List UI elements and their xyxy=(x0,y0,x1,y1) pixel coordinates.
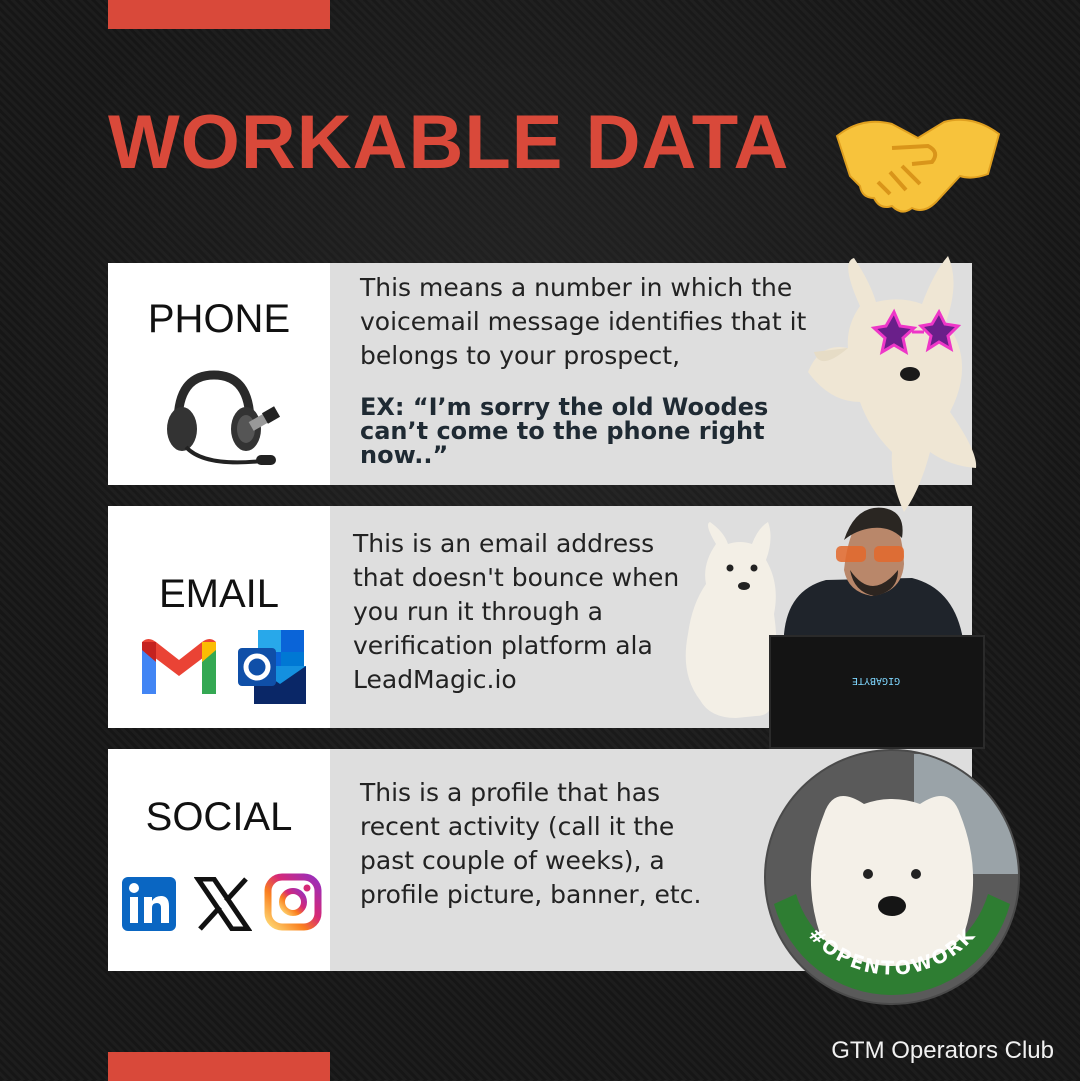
email-label: EMAIL xyxy=(158,572,280,616)
phone-label: PHONE xyxy=(147,297,291,341)
dog-and-man-with-laptop-image xyxy=(676,504,988,750)
instagram-icon xyxy=(264,873,322,931)
linkedin-icon xyxy=(122,875,182,933)
opentowork-avatar-image xyxy=(764,744,1022,1014)
bottom-accent-bar xyxy=(108,1052,330,1081)
top-accent-bar xyxy=(108,0,330,29)
outlook-icon xyxy=(236,626,308,708)
opentowork-badge-text: #OPENTOWORK xyxy=(803,923,981,980)
social-label: SOCIAL xyxy=(145,795,293,839)
dog-with-star-sunglasses-image xyxy=(800,252,986,514)
social-description: This is a profile that has recent activity (call it the past couple of weeks), a profile picture, banner, etc. xyxy=(360,778,702,909)
phone-label-panel xyxy=(108,263,330,485)
email-description: This is an email address that doesn't bounce when you run it through a verification platform ala LeadMagic.io xyxy=(353,529,680,694)
usb-plug-icon xyxy=(248,403,284,433)
handshake-icon xyxy=(832,108,1004,220)
phone-example: EX: “I’m sorry the old Woodes can’t come to the phone right now..” xyxy=(360,393,769,469)
gmail-icon xyxy=(138,636,220,698)
laptop-brand-label: GIGABYTE xyxy=(851,675,901,686)
footer-brand: GTM Operators Club xyxy=(831,1037,1054,1064)
page-title: WORKABLE DATA xyxy=(108,100,790,185)
email-label-panel xyxy=(108,506,330,728)
x-icon xyxy=(194,877,252,931)
phone-description: This means a number in which the voicemail message identifies that it belongs to your prospect, xyxy=(360,273,807,370)
social-label-panel xyxy=(108,749,330,971)
